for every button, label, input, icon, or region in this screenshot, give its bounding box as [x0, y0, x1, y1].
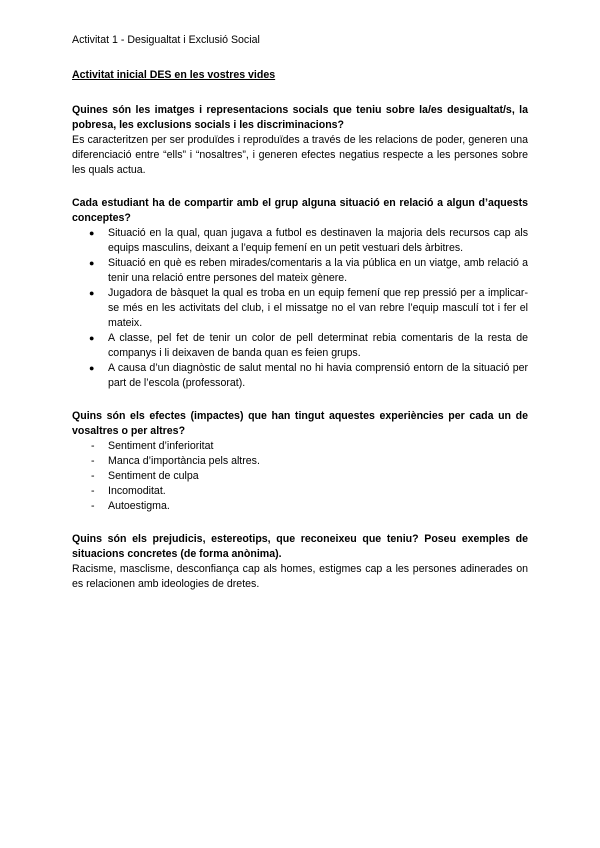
- dash-icon: -: [91, 470, 95, 482]
- list-item: - Sentiment de culpa: [91, 470, 199, 482]
- list-item: - Incomoditat.: [91, 485, 166, 497]
- document-header: Activitat 1 - Desigualtat i Exclusió Social: [72, 34, 260, 46]
- question-block-4: [72, 532, 528, 592]
- effects-list: [72, 439, 528, 514]
- question-block-3: [72, 409, 528, 514]
- question-3: Quins són els efectes (impactes) que han tingut aquestes experiències per cada un de vosaltres o per altres?: [72, 410, 528, 437]
- bullet-icon: ●: [89, 228, 95, 238]
- section-title: Activitat inicial DES en les vostres vides: [72, 69, 276, 81]
- list-item: ● Situació en la qual, quan jugava a futbol es destinaven la majoria dels recursos cap als equips masculins, deixant a l’equip femení en un petit vestuari dels àrbitres.: [89, 227, 528, 254]
- dash-icon: -: [91, 485, 95, 497]
- answer-1: Es caracteritzen per ser produïdes i reproduïdes a través de les relacions de poder, generen una diferenciació entre “ells” i “nosaltres”, i generen efectes negatius respecte a les persones sobre les quals actua.: [72, 134, 528, 176]
- dash-icon: -: [91, 440, 95, 452]
- bullet-icon: ●: [89, 333, 95, 343]
- question-block-1: [72, 103, 528, 178]
- dash-icon: -: [91, 455, 95, 467]
- question-block-2: [72, 196, 528, 391]
- answer-4: Racisme, masclisme, desconfiança cap als homes, estigmes cap a les persones adinerades on es relacionen amb ideologies de dretes.: [72, 563, 528, 590]
- list-item: - Autoestigma.: [91, 500, 170, 512]
- list-item: - Manca d’importància pels altres.: [91, 455, 260, 467]
- document-page: [72, 33, 528, 610]
- list-item: ● Situació en què es reben mirades/comentaris a la via pública en un viatge, amb relació a tenir una relació entre persones del mateix gènere.: [89, 257, 528, 284]
- list-item: ● Jugadora de bàsquet la qual es troba en un equip femení que rep pressió per a implicar-se més en les activitats del club, i el missatge no el van rebre l’equip masculí tot i fer el mateix.: [89, 287, 528, 329]
- list-item: - Sentiment d’inferioritat: [91, 440, 214, 452]
- list-item: ● A causa d’un diagnòstic de salut mental no hi havia comprensió entorn de la situació per part de l’escola (professorat).: [89, 362, 528, 389]
- list-item: ● A classe, pel fet de tenir un color de pell determinat rebia comentaris de la resta de companys i li deixaven de banda quan es feien grups.: [89, 332, 528, 359]
- dash-icon: -: [91, 500, 95, 512]
- question-1: Quines són les imatges i representacions socials que teniu sobre la/es desigualtat/s, la pobresa, les exclusions socials i les discriminacions?: [72, 104, 528, 131]
- question-2: Cada estudiant ha de compartir amb el grup alguna situació en relació a algun d’aquests conceptes?: [72, 197, 528, 224]
- situations-list: [72, 226, 528, 391]
- bullet-icon: ●: [89, 288, 95, 298]
- bullet-icon: ●: [89, 258, 95, 268]
- bullet-icon: ●: [89, 363, 95, 373]
- question-4: Quins són els prejudicis, estereotips, que reconeixeu que teniu? Poseu exemples de situacions concretes (de forma anònima).: [72, 533, 528, 560]
